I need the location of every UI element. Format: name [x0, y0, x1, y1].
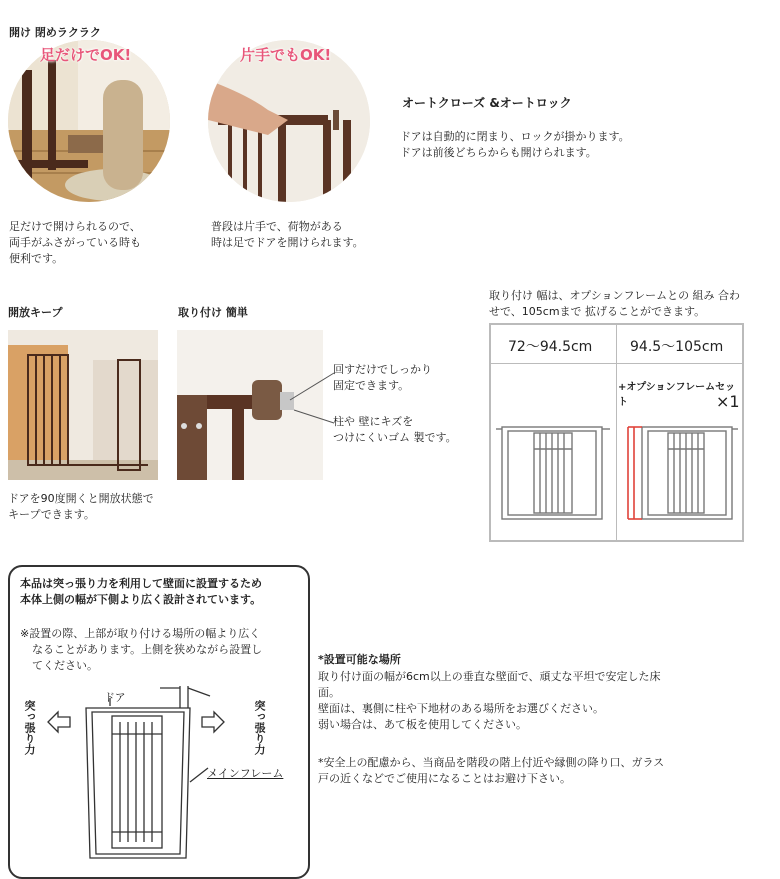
auto-close-heading: オートクローズ &オートロック — [402, 96, 572, 110]
gate-diagram-standard — [496, 419, 610, 529]
right-force-label: 突っ張り力 — [253, 700, 266, 755]
placement-line: 取り付け面の幅が6cm以上の垂直な壁面で、頑丈な平坦で安定した床 — [318, 670, 661, 683]
auto-close-line: ドアは前後どちらからも開けられます。 — [400, 146, 597, 159]
gate-structure-diagram — [40, 682, 265, 862]
install-note-rubber — [333, 414, 457, 446]
install-note-turn — [333, 362, 432, 394]
foot-caption-line: 便利です。 — [9, 252, 64, 265]
width-col1-label: 72〜94.5cm — [508, 339, 593, 355]
keep-open-caption — [8, 491, 154, 523]
notice-note-line: ※設置の際、上部が取り付ける場所の幅より広く — [20, 627, 261, 640]
placement-heading: *設置可能な場所 — [318, 653, 401, 666]
install-note-line: 柱や 壁にキズを — [333, 415, 414, 428]
notice-title-line: 本体上側の幅が下側より広く設計されています。 — [20, 593, 262, 606]
foot-caption — [9, 219, 141, 267]
open-close-heading: 開け 閉めラクラク — [9, 26, 101, 39]
placement-line: 弱い場合は、あて板を使用してください。 — [318, 718, 527, 731]
notice-title — [20, 576, 262, 608]
width-table — [489, 323, 744, 542]
notice-note — [20, 626, 262, 674]
one-hand-caption — [211, 219, 364, 251]
auto-close-line: ドアは自動的に閉まり、ロックが掛かります。 — [400, 130, 630, 143]
foot-caption-line: 両手がふさがっている時も — [9, 236, 141, 249]
option-frame-label: +オプションフレームセット — [618, 382, 736, 408]
width-intro-line: 取り付け 幅は、オプションフレームとの 組み 合わ — [489, 289, 741, 302]
width-col2-label: 94.5〜105cm — [630, 339, 724, 355]
notice-title-line: 本品は突っ張り力を利用して壁面に設置するため — [20, 577, 262, 590]
keep-open-photo — [8, 330, 158, 480]
easy-install-heading: 取り付け 簡単 — [178, 306, 248, 319]
gate-diagram-with-option — [622, 419, 738, 529]
notice-note-line: てください。 — [32, 659, 98, 672]
notice-note-line: なることがあります。上側を狭めながら設置し — [32, 643, 263, 656]
safety-text — [318, 755, 664, 787]
placement-line: 面。 — [318, 686, 340, 699]
option-frame-count: ×1 — [716, 392, 740, 411]
install-leader-lines — [280, 365, 335, 435]
left-force-label: 突っ張り力 — [23, 700, 36, 755]
install-note-line: 固定できます。 — [333, 379, 410, 392]
width-intro-line: せで、105cmまで 拡げることができます。 — [489, 305, 706, 318]
one-hand-caption-line: 普段は片手で、荷物がある — [211, 220, 343, 233]
keep-open-heading: 開放キープ — [8, 306, 63, 319]
safety-line: 戸の近くなどでご使用になることはお避け下さい。 — [318, 772, 571, 785]
width-intro — [489, 288, 740, 320]
keep-open-caption-line: キープできます。 — [8, 508, 95, 521]
placement-text — [318, 669, 661, 733]
one-hand-ok-tag: 片手でもOK! — [240, 46, 332, 64]
safety-line: *安全上の配慮から、当商品を階段の階上付近や縁側の降り口、ガラス — [318, 756, 665, 769]
install-note-line: 回すだけでしっかり — [333, 363, 432, 376]
placement-line: 壁面は、裏側に柱や下地材のある場所をお選びください。 — [318, 702, 604, 715]
foot-ok-tag: 足だけでOK! — [40, 46, 132, 64]
auto-close-text — [400, 129, 630, 161]
one-hand-caption-line: 時は足でドアを開けられます。 — [211, 236, 364, 249]
install-note-line: つけにくいゴム 製です。 — [333, 431, 457, 444]
keep-open-caption-line: ドアを90度開くと開放状態で — [8, 492, 154, 505]
door-label: ドア — [104, 691, 126, 704]
main-frame-label: メインフレーム — [207, 767, 284, 780]
foot-caption-line: 足だけで開けられるので、 — [9, 220, 141, 233]
